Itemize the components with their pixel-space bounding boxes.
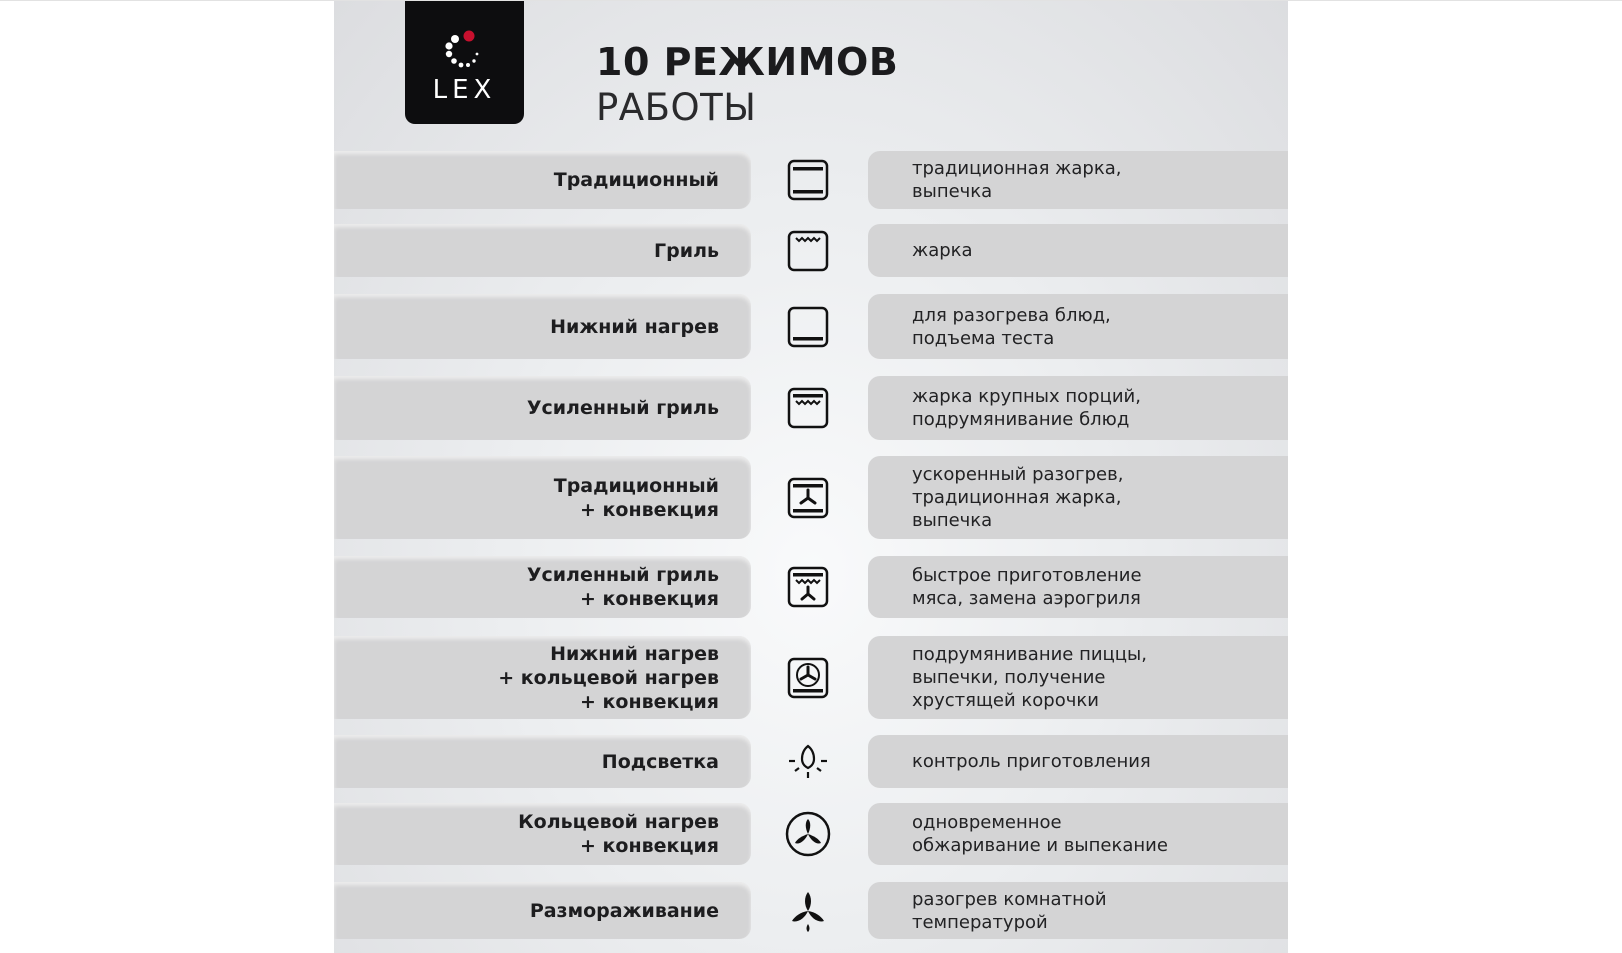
- ring-heat-fan-icon: [784, 810, 832, 858]
- mode-name-cell: [334, 735, 751, 788]
- mode-description: жарка крупных порций, подрумянивание блюд: [912, 386, 1141, 430]
- mode-description: разогрев комнатной температурой: [912, 888, 1107, 933]
- mode-row: [334, 636, 1288, 719]
- mode-description: одновременное обжаривание и выпекание: [912, 812, 1168, 856]
- mode-name-cell: [334, 376, 751, 440]
- mode-name: Подсветка: [601, 750, 719, 773]
- mode-row: [334, 151, 1288, 209]
- mode-row: [334, 882, 1288, 939]
- mode-name: Гриль: [654, 239, 719, 262]
- bottom-ring-fan-icon: [784, 654, 832, 702]
- top-bottom-heat-fan-icon: [784, 474, 832, 522]
- mode-description-cell: [868, 151, 1288, 209]
- modes-infographic: [334, 1, 1288, 953]
- mode-description: жарка: [912, 240, 973, 261]
- mode-description-cell: [868, 556, 1288, 618]
- mode-name: Традиционный: [553, 169, 719, 191]
- intensive-grill-icon: [784, 384, 832, 432]
- mode-name: Размораживание: [529, 899, 719, 922]
- mode-row: [334, 456, 1288, 539]
- title-line-2: РАБОТЫ: [596, 86, 757, 129]
- mode-description-cell: [868, 224, 1288, 277]
- logo-text: LEX: [432, 75, 497, 105]
- bottom-heat-icon: [784, 303, 832, 351]
- mode-description-cell: [868, 636, 1288, 719]
- mode-row: [334, 803, 1288, 865]
- mode-description: подрумянивание пиццы, выпечки, получение хрустящей корочки: [912, 644, 1147, 711]
- mode-description: для разогрева блюд, подъема теста: [912, 304, 1111, 349]
- mode-name: Усиленный гриль: [526, 397, 719, 419]
- mode-description: ускоренный разогрев, традиционная жарка, выпечка: [912, 464, 1124, 531]
- defrost-icon: [784, 887, 832, 935]
- mode-name: Нижний нагрев: [550, 315, 719, 338]
- mode-name-cell: [334, 456, 751, 539]
- mode-description-cell: [868, 882, 1288, 939]
- mode-row: [334, 224, 1288, 277]
- mode-name-cell: [334, 803, 751, 865]
- mode-description: быстрое приготовление мяса, замена аэрогриля: [912, 565, 1142, 609]
- mode-name-cell: [334, 556, 751, 618]
- mode-name-cell: [334, 636, 751, 719]
- mode-description-cell: [868, 735, 1288, 788]
- oven-top-bottom-heat-icon: [784, 156, 832, 204]
- mode-name: Кольцевой нагрев + конвекция: [518, 811, 719, 857]
- mode-name: Усиленный гриль + конвекция: [526, 564, 719, 610]
- mode-name: Нижний нагрев + кольцевой нагрев + конвекция: [498, 642, 719, 713]
- grill-fan-icon: [784, 563, 832, 611]
- modes-list: [334, 1, 1288, 953]
- mode-name-cell: [334, 224, 751, 277]
- mode-row: [334, 735, 1288, 788]
- mode-description-cell: [868, 803, 1288, 865]
- grill-icon: [784, 227, 832, 275]
- mode-row: [334, 294, 1288, 359]
- mode-description-cell: [868, 456, 1288, 539]
- mode-name-cell: [334, 294, 751, 359]
- mode-name-cell: [334, 151, 751, 209]
- mode-name: Традиционный + конвекция: [553, 474, 719, 521]
- mode-name-cell: [334, 882, 751, 939]
- mode-row: [334, 556, 1288, 618]
- mode-description-cell: [868, 376, 1288, 440]
- title-line-1: 10 РЕЖИМОВ: [596, 40, 899, 84]
- mode-description-cell: [868, 294, 1288, 359]
- lamp-icon: [784, 738, 832, 786]
- mode-description: традиционная жарка, выпечка: [912, 158, 1122, 202]
- mode-description: контроль приготовления: [912, 751, 1151, 772]
- mode-row: [334, 376, 1288, 440]
